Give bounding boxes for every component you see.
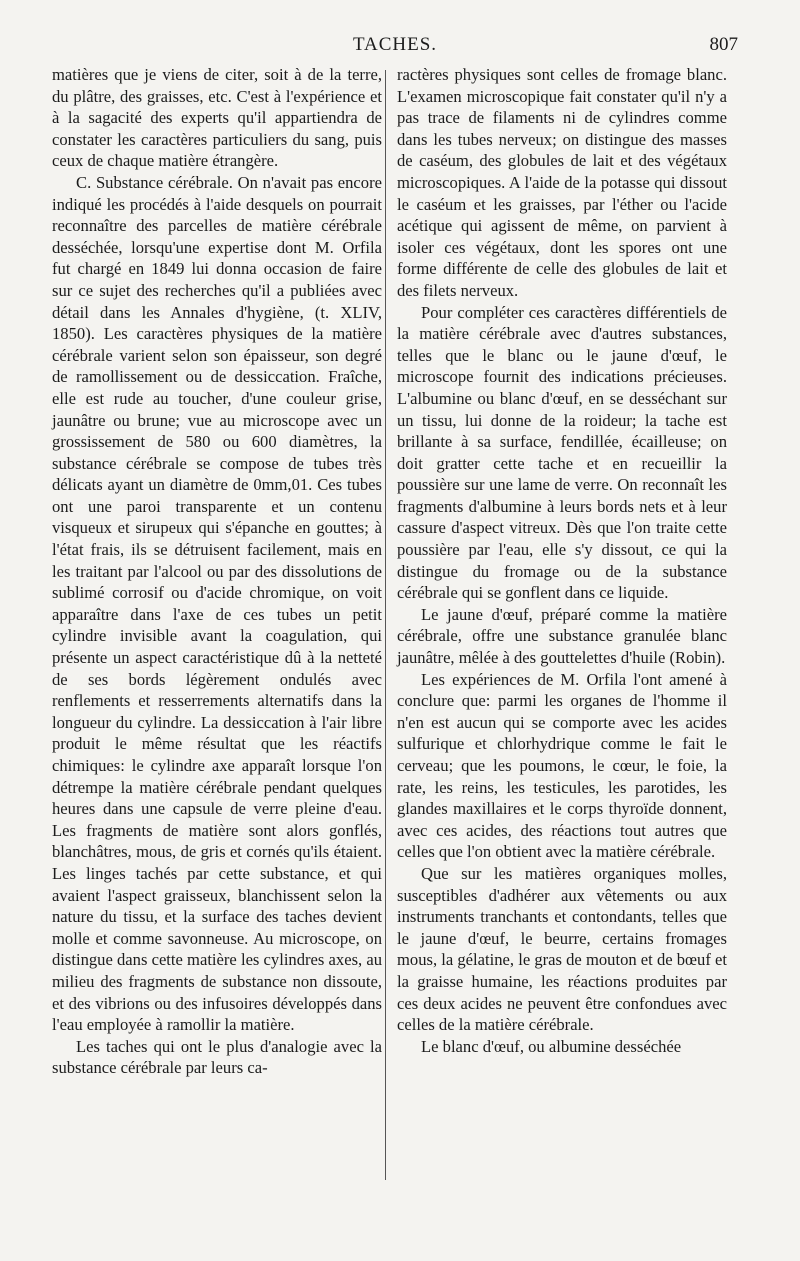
paragraph: Pour compléter ces caractères différentiels de la matière cérébrale avec d'autres substances, telles que le blanc ou le jaune d'œuf, le microscope fournit des indications précieuses. L'albumine ou blanc d'œuf, en se desséchant sur un tissu, lui donne de la roideur; la tache est brillante à sa surface, fendillée, écailleuse; on doit gratter cette tache et en recueillir la poussière sur une lame de verre. On reconnaît les fragments d'albumine à leurs bords nets et à leur cassure d'aspect vitreux. Dès que l'on traite cette poussière par l'eau, elle s'y dissout, ce qui la distingue du fromage ou de la substance cérébrale qui se gonflent dans ce liquide. [397,302,727,603]
column-divider [385,70,386,1180]
left-column [52,64,382,1079]
running-title: TACHES. [352,34,438,55]
paragraph: ractères physiques sont celles de fromage blanc. L'examen microscopique fait constater qu'il n'y a pas trace de filaments ni de cylindres comme dans les tubes nerveux; on distingue des masses de caséum, des globules de lait et des végétaux microscopiques. A l'aide de la potasse qui dissout le caséum et les graisses, par l'éther ou l'acide acétique qui agissent de même, on parvient à isoler ces végétaux, dont les spores ont une forme différente de celle des globules de lait et des filets nerveux. [397,65,727,300]
paragraph: Le jaune d'œuf, préparé comme la matière cérébrale, offre une substance granulée blanc jaunâtre, mêlée à des gouttelettes d'huile (Robin). [397,604,727,668]
paragraph: C. Substance cérébrale. On n'avait pas encore indiqué les procédés à l'aide desquels on pourrait reconnaître des parcelles de matière cérébrale desséchée, lorsqu'une expertise dont M. Orfila fut chargé en 1849 lui donna occasion de faire sur ce sujet des recherches qu'il a publiées avec détail dans les Annales d'hygiène, (t. XLIV, 1850). Les caractères physiques de la matière cérébrale varient selon son épaisseur, son degré de ramollissement ou de dessiccation. Fraîche, elle est rude au toucher, d'une couleur grise, jaunâtre ou brune; vue au microscope avec un grossissement de 580 ou 600 diamètres, la substance cérébrale se compose de tubes très délicats ayant un diamètre de 0mm,01. Ces tubes ont une paroi transparente et un contenu visqueux et sirupeux qui s'épanche en gouttes; à l'état frais, ils se détruisent facilement, mais en les traitant par l'alcool ou par des dissolutions de sublimé corrosif ou d'acide chromique, on voit apparaître dans l'axe de ces tubes un petit cylindre invisible avant la coagulation, qui présente un aspect caractéristique dû à la netteté de ses bords légèrement ondulés avec renflements et resserrements alternatifs dans la longueur du cylindre. La dessiccation à l'air libre produit le même résultat que les réactifs chimiques: le cylindre axe apparaît lorsque l'on détrempe la matière cérébrale pendant quelques heures dans une capsule de verre pleine d'eau. Les fragments de matière sont alors gonflés, blanchâtres, mous, de gris et cornés qu'ils étaient. Les linges tachés par cette substance, et qui avaient l'aspect graisseux, blanchissent selon la nature du tissu, et la surface des taches devient molle et comme savonneuse. Au microscope, on distingue dans cette matière les cylindres axes, au milieu des fragments de substance non dissoute, et des vibrions ou des infusoires développés dans l'eau employée à ramollir la matière. [52,172,382,1035]
paragraph: matières que je viens de citer, soit à de la terre, du plâtre, des graisses, etc. C'est à l'expérience et à la sagacité des experts qu'il appartiendra de constater les caractères particuliers du sang, puis ceux de chaque matière étrangère. [52,65,382,171]
paragraph: Les expériences de M. Orfila l'ont amené à conclure que: parmi les organes de l'homme il n'en est aucun qui se comporte avec les acides sulfurique et chlorhydrique comme le fait le cerveau; que les poumons, le cœur, le foie, la rate, les reins, les testicules, les parotides, les glandes maxillaires et le corps thyroïde donnent, avec ces acides, des réactions tout autres que celles que l'on obtient avec la matière cérébrale. [397,669,727,862]
paragraph: Les taches qui ont le plus d'analogie avec la substance cérébrale par leurs ca- [52,1036,382,1078]
paragraph: Le blanc d'œuf, ou albumine desséchée [421,1036,682,1056]
page-number: 807 [709,34,738,55]
paragraph: Que sur les matières organiques molles, susceptibles d'adhérer aux vêtements ou aux instruments tranchants et contondants, telles que le jaune d'œuf, le beurre, certains fromages mous, la gélatine, le gras de mouton et de bœuf et la graisse humaine, les réactions produites par ces deux acides ne peuvent être confondues avec celles de la matière cérébrale. [397,863,727,1035]
right-column [397,64,727,1057]
page-header [52,34,738,62]
